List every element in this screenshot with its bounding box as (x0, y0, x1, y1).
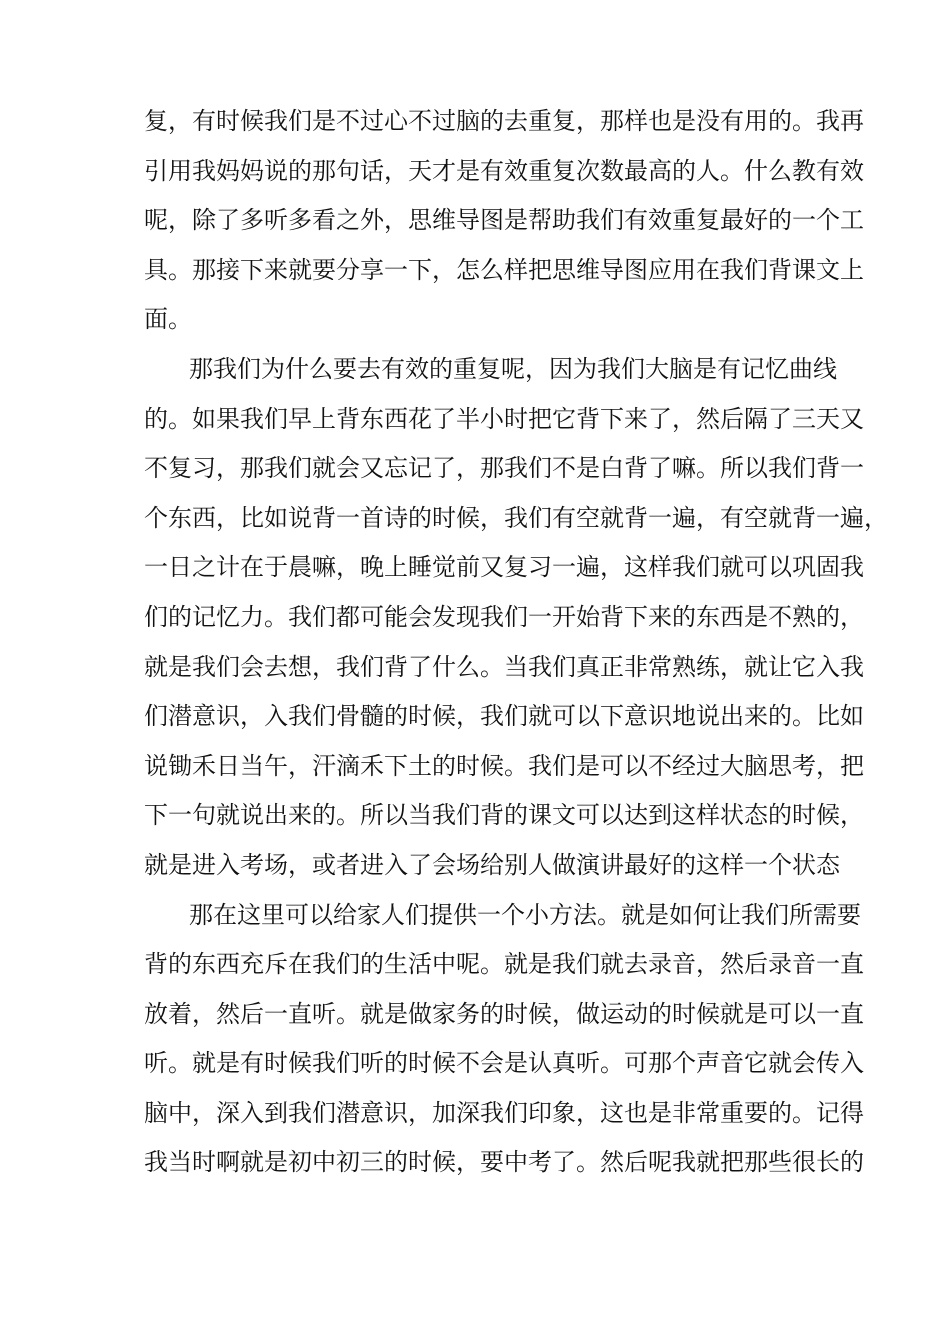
text-line: 那在这里可以给家人们提供一个小方法。就是如何让我们所需要 (189, 900, 861, 929)
paragraph-1 (144, 97, 864, 345)
text-line: 不复习，那我们就会又忘记了，那我们不是白背了嘛。所以我们背一 (144, 454, 864, 483)
text-line: 个东西，比如说背一首诗的时候，我们有空就背一遍，有空就背一遍， (144, 503, 888, 532)
text-line: 下一句就说出来的。所以当我们背的课文可以达到这样状态的时候， (144, 801, 864, 830)
text-line: 们潜意识，入我们骨髓的时候，我们就可以下意识地说出来的。比如 (144, 702, 864, 731)
text-line: 一日之计在于晨嘛，晚上睡觉前又复习一遍，这样我们就可以巩固我 (144, 553, 864, 582)
text-line: 面。 (144, 305, 192, 334)
text-line: 听。就是有时候我们听的时候不会是认真听。可那个声音它就会传入 (144, 1049, 864, 1078)
text-line: 说锄禾日当午，汗滴禾下土的时候。我们是可以不经过大脑思考，把 (144, 751, 864, 780)
text-line: 呢，除了多听多看之外，思维导图是帮助我们有效重复最好的一个工 (144, 206, 864, 235)
text-line: 的。如果我们早上背东西花了半小时把它背下来了，然后隔了三天又 (144, 404, 864, 433)
text-line: 复，有时候我们是不过心不过脑的去重复，那样也是没有用的。我再 (144, 107, 864, 135)
paragraph-3 (144, 891, 864, 1189)
text-line: 就是我们会去想，我们背了什么。当我们真正非常熟练，就让它入我 (144, 652, 864, 681)
text-line: 背的东西充斥在我们的生活中呢。就是我们就去录音，然后录音一直 (144, 950, 864, 979)
text-line: 那我们为什么要去有效的重复呢，因为我们大脑是有记忆曲线 (189, 354, 837, 383)
text-line: 具。那接下来就要分享一下，怎么样把思维导图应用在我们背课文上 (144, 255, 864, 284)
text-line: 就是进入考场，或者进入了会场给别人做演讲最好的这样一个状态 (144, 850, 840, 879)
document-body (144, 97, 888, 1188)
text-line: 放着，然后一直听。就是做家务的时候，做运动的时候就是可以一直 (144, 999, 864, 1028)
text-line: 脑中，深入到我们潜意识，加深我们印象，这也是非常重要的。记得 (144, 1098, 864, 1127)
text-line: 引用我妈妈说的那句话，天才是有效重复次数最高的人。什么教有效 (144, 156, 864, 185)
text-line: 我当时啊就是初中初三的时候，要中考了。然后呢我就把那些很长的 (144, 1148, 864, 1177)
paragraph-2 (144, 345, 888, 891)
text-line: 们的记忆力。我们都可能会发现我们一开始背下来的东西是不熟的， (144, 602, 864, 631)
